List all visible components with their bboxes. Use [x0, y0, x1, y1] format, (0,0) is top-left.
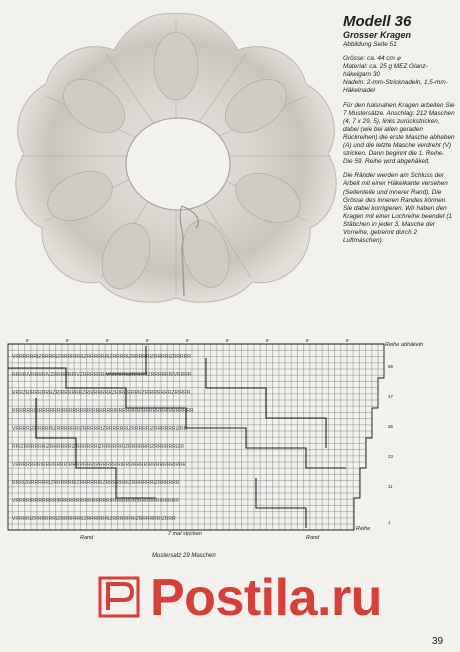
- material-spec: Material: ca. 25 g MEZ Glanz-häkelgarn 30: [343, 63, 428, 79]
- svg-text:9: 9: [146, 338, 149, 343]
- svg-text:9: 9: [106, 338, 109, 343]
- svg-text:9: 9: [26, 338, 29, 343]
- figure-reference: Abbildung Seite 51: [343, 41, 397, 48]
- svg-text:47: 47: [388, 394, 394, 399]
- lace-collar-photo: [6, 6, 346, 306]
- needles-spec: Nadeln: 2-mm-Stricknadeln, 1,5-mm-Häkelnadel: [343, 79, 448, 95]
- svg-text:11: 11: [388, 484, 393, 489]
- svg-text:9: 9: [66, 338, 69, 343]
- label-mustersatz: Mustersatz 29 Maschen: [152, 553, 216, 559]
- svg-text:9: 9: [226, 338, 229, 343]
- label-7-mal-stricken: 7 mal stricken: [168, 531, 202, 537]
- svg-text:RRRZRIRRRRRRZRIRRRRRRZRIRRRRRR: RRRZRIRRRRRRZRIRRRRRRZRIRRRRRRZRIRRRRRRZRIRRRRRRZRIRRR: [12, 390, 191, 396]
- label-reihe-abhaekeln: Reihe abhäkeln: [385, 342, 424, 348]
- svg-text:RRRRRRIRRRRRRRIRRRRRRRIRRRRRRR: RRRRRRIRRRRRRRIRRRRRRRIRRRRRRRIRRRRRRRIRRRRRRRIRRRRRRR: [12, 408, 194, 414]
- svg-text:RRRRIVRRRRIVZRRRRRRIVZRRRRRRIV: RRRRIVRRRRIVZRRRRRRIVZRRRRRRIVRRRRRIZRRRRIZRRRRRRIVRRRR: [12, 372, 192, 378]
- postila-logo-icon: [94, 572, 144, 622]
- svg-text:59: 59: [388, 364, 394, 369]
- model-title: Modell 36: [343, 13, 412, 30]
- svg-text:VRRRRIRRRRRRRIRRRRRRRIRRRRRRRI: VRRRRIRRRRRRRIRRRRRRRIRRRRRRRIRRRRRRRIRRRRRRRIRRRR: [12, 498, 179, 504]
- svg-text:VRRRRIZRRRRRRIZRRRRRRIZRRRRRRI: VRRRRIZRRRRRRIZRRRRRRIZRRRRRRIZRRRRRRIZRRRRRRIZRRR: [12, 516, 176, 522]
- svg-text:23: 23: [388, 454, 394, 459]
- svg-text:35: 35: [388, 424, 394, 429]
- size-spec: Grösse: ca. 44 cm ⌀: [343, 55, 401, 63]
- svg-text:9: 9: [266, 338, 269, 343]
- svg-text:9: 9: [346, 338, 349, 343]
- svg-text:VRRRRRRIZRRRRIZRRRRRRIZRRRRRRI: VRRRRRRIZRRRRIZRRRRRRIZRRRRRRIZRRRRIZRRRRRIZRRRRIZRRRRR: [12, 354, 191, 360]
- svg-text:1: 1: [388, 520, 391, 525]
- knitting-chart: [6, 338, 406, 552]
- svg-text:VRRRRRRRIRRRRRRRIRRRRRRRIRRRRR: VRRRRRRRIRRRRRRRIRRRRRRRIRRRRRRRIRRRRRRRIRRRRRRRIRRR: [12, 462, 187, 468]
- svg-text:9: 9: [186, 338, 189, 343]
- svg-text:RRIZRRRRRRIZRRRRRRIZRRRRRRIZRR: RRIZRRRRRRIZRRRRRRIZRRRRRRIZRRRRRRIZRRRRRRIZRRRRRRIZR: [12, 444, 184, 450]
- label-rand-right: Rand: [306, 535, 320, 541]
- pattern-text-column: [343, 14, 455, 245]
- svg-text:VRRRRIZRRRRRIZRRRRRRIZRRRRRIZR: VRRRRIZRRRRRIZRRRRRRIZRRRRRIZRRRRRRIZRRRRRIZRRRRRRIZRR: [12, 426, 188, 432]
- label-reihe: Reihe: [356, 526, 371, 532]
- instructions-paragraph-2: Die Ränder werden am Schluss der Arbeit mit einer Häkelkante versehen (Seitenteile und innerer Rand). Die Grösse des inneren Randes können Sie dabei korrigieren. Wir haben den Kragen mit einer Lochreihe beendet (1 Stäbchen in jeder 3. Masche der Vorreihe, getrennt durch 2 Luftmaschen).: [343, 172, 453, 245]
- svg-text:RRRIZRRRRRRIZRRRRRRIZRRRRRRIZR: RRRIZRRRRRRIZRRRRRRIZRRRRRRIZRRRRRRIZRRRRRRIZRRRRRR: [12, 480, 180, 486]
- instructions-paragraph-1: Für den halsnahen Kragen arbeiten Sie 7 Mustersätze. Anschlag: 212 Maschen (4, 7 x 29, 5), links zurückstricken, dabei (wie bei allen geraden Rückreihen) die erste Masche abheben (A) und die letzte Masche verdreht (V) stricken. Dann beginnt die 1. Reihe. Die 59. Reihe wird abgehäkelt.: [343, 101, 455, 166]
- label-rand-left: Rand: [80, 535, 94, 541]
- svg-text:9: 9: [306, 338, 309, 343]
- model-subtitle: Grosser Kragen: [343, 30, 412, 40]
- page-number: 39: [432, 636, 444, 647]
- postila-watermark: Postila.ru: [150, 569, 382, 627]
